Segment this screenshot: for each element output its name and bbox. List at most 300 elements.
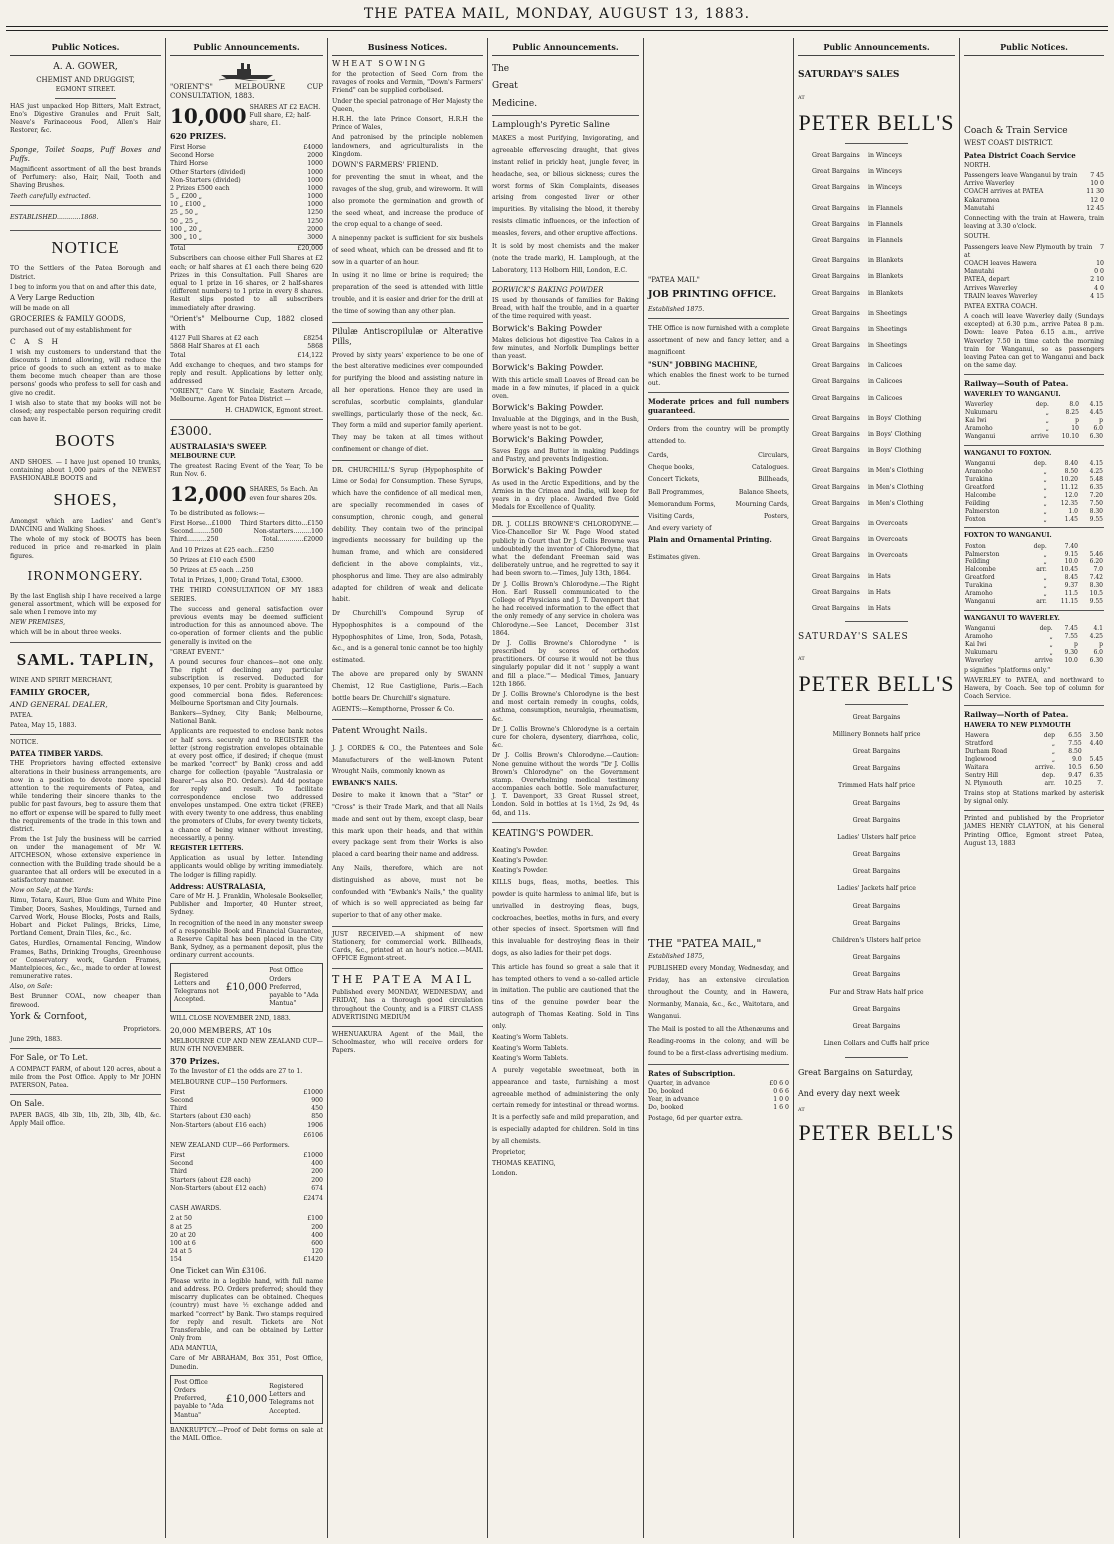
nz-row-value: 400 bbox=[311, 1160, 323, 1168]
prize-row bbox=[170, 218, 323, 226]
timetable-row bbox=[964, 558, 1104, 566]
investor: To the Investor of £1 the odds are 27 to 1. bbox=[170, 1068, 303, 1076]
north-row bbox=[964, 180, 1104, 188]
timetable-cell: Halcombe bbox=[965, 566, 996, 574]
timetable-row bbox=[964, 756, 1104, 764]
timetable-cell: 8.45 bbox=[1064, 574, 1078, 582]
timetable-cell: p bbox=[1075, 417, 1079, 425]
jpo-item: Circulars, bbox=[758, 451, 789, 459]
mcup-title: MELBOURNE CUP AND NEW ZEALAND CUP—RUN 6TH NOVEMBER. bbox=[170, 1037, 323, 1053]
timetable-row bbox=[964, 764, 1104, 772]
timetable-cell: arr. bbox=[1044, 779, 1055, 787]
north-row bbox=[964, 172, 1104, 180]
timetable-cell: 7.40 bbox=[1064, 542, 1078, 550]
w2wv-table bbox=[964, 625, 1104, 665]
bargain-label: Great Bargains bbox=[812, 342, 860, 350]
timber-list: Rimu, Totara, Kauri, Blue Gum and White Pine Timber, Doors, Sashes, Mouldings, Turned and Carved Work, House Blocks, Posts and Rails, Hobart and Picket Palings, Bricks, Lime, Portland Cement, Drain Tiles, &c., &c. bbox=[10, 897, 161, 938]
timetable-cell: Waverley bbox=[965, 656, 993, 664]
sweep-row-label: Third..........250 bbox=[170, 536, 219, 544]
south-row-label: PATEA, depart bbox=[964, 276, 1010, 284]
prize-row bbox=[170, 169, 323, 177]
timetable-cell: 12.35 bbox=[1060, 499, 1078, 507]
timetable-cell: 9.0 bbox=[1072, 756, 1082, 764]
ada-addr: Care of Mr ABRAHAM, Box 351, Post Office, Dunedin. bbox=[170, 1355, 323, 1371]
timetable-row bbox=[964, 582, 1104, 590]
timetable-cell: 11.5 bbox=[1064, 590, 1078, 598]
bargain-item: in Boys' Clothing bbox=[868, 447, 922, 455]
prize-row-value: 3000 bbox=[307, 234, 323, 242]
ada-text: Please write in a legible hand, with full name and address. P.O. Orders preferred; should they miscarry duplicates can be obtained. Cheques (country) must have ½ exchange added and marked "correct" by Bank. Two stamps required for reply and result. Tickets are Not Transferable, and can be obtained by Letter Only from bbox=[170, 1277, 323, 1343]
bargain-label: Great Bargains bbox=[812, 483, 860, 491]
bargain-label: Great Bargains bbox=[812, 204, 860, 212]
gower-title: CHEMIST AND DRUGGIST, bbox=[36, 76, 135, 85]
bargain-label: Great Bargains bbox=[812, 467, 860, 475]
timetable-cell: arr. bbox=[1036, 566, 1047, 574]
bargain-row bbox=[798, 290, 955, 298]
patea-mail-title: THE PATEA MAIL bbox=[332, 972, 474, 986]
cash-row-label: 24 at 5 bbox=[170, 1248, 192, 1256]
timetable-cell: 9.37 bbox=[1064, 582, 1078, 590]
south-row bbox=[964, 244, 1104, 260]
worm-text: A purely vegetable sweetmeat, both in appearance and taste, furnishing a most agreeable method of administering the only certain remedy for intestinal or thread worms. It is a perfectly safe and mild preparation, and is especially adapted for children. Sold in tins by all chemists. bbox=[492, 1067, 639, 1145]
prize-row-label: 50 „ 25 „ bbox=[170, 217, 199, 225]
north-row bbox=[964, 205, 1104, 213]
timetable-row bbox=[964, 417, 1104, 425]
taplin-dealer: AND GENERAL DEALER, bbox=[10, 699, 108, 709]
bargain-item: in Men's Clothing bbox=[868, 499, 924, 507]
timetable-cell: „ bbox=[1049, 640, 1053, 648]
jpo-orders: Orders from the country will be promptly attended to. bbox=[648, 426, 789, 446]
mc-row bbox=[170, 1097, 323, 1105]
prize-row bbox=[170, 234, 323, 242]
north: NORTH. bbox=[964, 161, 991, 169]
notice-inform: I beg to inform you that on and after this date, bbox=[10, 283, 157, 291]
sweep-and1: And 10 Prizes at £25 each...£250 bbox=[170, 546, 274, 554]
timetable-row bbox=[964, 543, 1104, 551]
prize-row-label: 100 „ 20 „ bbox=[170, 225, 202, 233]
prize-row-label: Third Horse bbox=[170, 160, 208, 168]
mc-table bbox=[170, 1089, 323, 1130]
jpo-item: Visiting Cards, bbox=[648, 512, 695, 520]
bargain-row bbox=[798, 467, 955, 475]
bargain-item: in Flannels bbox=[868, 204, 903, 212]
orient1882-title: "Orient's" Melbourne Cup, 1882 closed with bbox=[170, 314, 323, 332]
timetable-cell: arrive bbox=[1030, 433, 1049, 441]
cash-row-value: 400 bbox=[311, 1231, 323, 1239]
prize-row-value: 1250 bbox=[307, 217, 323, 225]
cash-total: £1420 bbox=[303, 1256, 323, 1264]
timetable-cell: Greatford bbox=[965, 574, 995, 582]
south-row-value: 4 0 bbox=[1094, 284, 1104, 292]
prize-row bbox=[170, 177, 323, 185]
timetable-cell: p bbox=[1099, 640, 1103, 648]
sweep-shares-num: 12,000 bbox=[170, 482, 247, 507]
bargain-item: in Overcoats bbox=[868, 552, 908, 560]
timetable-cell: 3.50 bbox=[1089, 732, 1103, 740]
prize-row-label: 5 „ £200 „ bbox=[170, 193, 202, 201]
nz-row bbox=[170, 1168, 323, 1176]
bargain-label: Great Bargains bbox=[812, 378, 860, 386]
timetable-cell: Foxton bbox=[965, 515, 986, 523]
timetable-row bbox=[964, 409, 1104, 417]
bargain-label: Great Bargains bbox=[812, 220, 860, 228]
bbp3: Borwick's Baking Powder. bbox=[492, 403, 604, 414]
timetable-row bbox=[964, 425, 1104, 433]
rates-title: Rates of Subscription. bbox=[648, 1068, 736, 1078]
sweep-row-value: Total.............£2000 bbox=[262, 536, 323, 544]
timetable-cell: dep. bbox=[1039, 625, 1053, 633]
timetable-cell: „ bbox=[1049, 632, 1053, 640]
timetable-cell: dep. bbox=[1035, 401, 1049, 409]
timetable-cell: 4.45 bbox=[1089, 409, 1103, 417]
nz-table bbox=[170, 1152, 323, 1193]
f2w-table bbox=[964, 543, 1104, 606]
sweep-and3: 50 Prizes at £5 each ...250 bbox=[170, 567, 254, 574]
timetable-cell: Palmerston bbox=[965, 507, 1000, 515]
sweep-title: AUSTRALASIA'S SWEEP. bbox=[170, 441, 267, 451]
bargain-label: Great Bargains bbox=[812, 519, 860, 527]
bargain-line-2: Linen Collars and Cuffs half price bbox=[823, 1040, 930, 1048]
bargain-item: in Sheetings bbox=[868, 325, 908, 333]
bargain-row bbox=[798, 573, 955, 581]
orient-agent: H. CHADWICK, Egmont street. bbox=[225, 406, 323, 414]
bargain-item: in Flannels bbox=[868, 220, 903, 228]
orient-total bbox=[170, 244, 323, 253]
timber-sale: Now on Sale, at the Yards: bbox=[10, 887, 94, 895]
bargain-item: in Overcoats bbox=[868, 536, 908, 544]
bargain-label: Great Bargains bbox=[812, 152, 860, 160]
orient-addr: "ORIENT," Care W. Sinclair, Eastern Arcade, Melbourne. Agent for Patea District — bbox=[170, 388, 323, 404]
timetable-row bbox=[964, 508, 1104, 516]
pilulae-text: Proved by sixty years' experience to be one of the best alterative medicines ever compounded for purifying the blood and assisting nature in all her operations. Hence they are used in scrofulas, scorbutic complaints, glandular swellings, particularly those of the neck, &c. They form a mild and superior family aperient. They may be taken at all times without confinement or change of diet. bbox=[332, 351, 483, 453]
rate-row-value: 1 0 0 bbox=[773, 1096, 789, 1104]
bargain-label: Great Bargains bbox=[812, 168, 860, 176]
south-row bbox=[964, 285, 1104, 293]
prize-row-label: 2 Prizes £500 each bbox=[170, 184, 230, 192]
north-row-label: Kakaramea bbox=[964, 196, 1000, 204]
timetable-row bbox=[964, 740, 1104, 748]
bargain-label: Great Bargains bbox=[812, 184, 860, 192]
bargain-row bbox=[798, 237, 955, 245]
timetable-row bbox=[964, 551, 1104, 559]
jpo-item-row bbox=[648, 489, 789, 497]
wheat-patronage: Under the special patronage of Her Majesty the Queen, bbox=[332, 97, 483, 113]
sweep-text: The success and general satisfaction over previous events may be deemed sufficient introduction for this as announced above. The co-operation of former clients and the public generally is invited on the bbox=[170, 605, 323, 646]
prize-row-label: Other Starters (divided) bbox=[170, 168, 246, 176]
bargain-item: in Boys' Clothing bbox=[868, 431, 922, 439]
wcd: WEST COAST DISTRICT. bbox=[964, 139, 1053, 148]
mc-row-label: Non-Starters (about £16 each) bbox=[170, 1121, 267, 1129]
cash-row bbox=[170, 1248, 323, 1256]
bbp1-text: Makes delicious hot digestive Tea Cakes in a few minutes, and Norfolk Dumplings better than yeast. bbox=[492, 336, 639, 361]
bargain-item: in Blankets bbox=[868, 257, 904, 265]
nz-row bbox=[170, 1152, 323, 1160]
jpo-item-row bbox=[648, 476, 789, 484]
bbp5: Borwick's Baking Powder bbox=[492, 466, 602, 477]
timetable-row bbox=[964, 492, 1104, 500]
cash-row bbox=[170, 1232, 323, 1240]
timetable-cell: Palmerston bbox=[965, 550, 1000, 558]
timetable-cell bbox=[1079, 543, 1104, 551]
timetable-cell: 6.0 bbox=[1093, 425, 1103, 433]
boots-text: AND SHOES. — I have just opened 10 trunks, containing about 1,000 pairs of the NEWEST FASHIONABLE BOOTS and bbox=[10, 458, 161, 483]
w2f-table bbox=[964, 460, 1104, 523]
column-peter-bell bbox=[794, 38, 960, 1538]
sat-title-2: SATURDAY'S SALES bbox=[798, 632, 909, 643]
timetable-row bbox=[964, 516, 1104, 524]
sweep-row-value: Non-starters.........100 bbox=[253, 528, 323, 536]
timetable-cell: Durham Road bbox=[965, 748, 1008, 756]
prize-row-value: 1000 bbox=[307, 184, 323, 192]
jpo-item-row bbox=[648, 513, 789, 521]
jpo-title: JOB PRINTING OFFICE. bbox=[648, 289, 777, 301]
south-row-label: Arrives Waverley bbox=[964, 284, 1018, 292]
bargain-label: Great Bargains bbox=[812, 394, 860, 402]
h2np-title: HAWERA TO NEW PLYMOUTH bbox=[964, 722, 1071, 730]
sweep-shares-text: SHARES, 5s Each. An even four shares 20s. bbox=[249, 486, 318, 502]
notice-made: will be made on all bbox=[10, 305, 70, 313]
timetable-cell: Nukumaru bbox=[965, 409, 998, 417]
established: ESTABLISHED............1868. bbox=[10, 213, 99, 221]
masthead: THE PATEA MAIL, MONDAY, AUGUST 13, 1883. bbox=[363, 6, 751, 22]
sweep-amount: £3000. bbox=[170, 423, 212, 438]
masthead-rule-thin bbox=[6, 30, 1108, 31]
timetable-cell: Sentry Hill bbox=[965, 771, 999, 779]
nz-row-value: 200 bbox=[311, 1176, 323, 1184]
sweep-race: The greatest Racing Event of the Year, To be Run Nov. 6. bbox=[170, 463, 323, 479]
sweep-row-label: Second.........500 bbox=[170, 528, 223, 536]
bargain-label: Great Bargains bbox=[812, 447, 860, 455]
prize-row bbox=[170, 144, 323, 152]
sweep-row bbox=[170, 520, 323, 528]
timetable-cell: Turakina bbox=[965, 582, 993, 590]
keating-1: Keating's Powder. bbox=[492, 846, 548, 854]
timber-text: THE Proprietors having effected extensive alterations in their business arrangements, are now in a position to devote more special attention to the requirements of Patea, and while tendering their sincere thanks to the public for past favours, beg to assure them that no effort or expense will be spared to fully meet the requirements of the trade in this town and district. bbox=[10, 760, 161, 833]
sweep-total: Total in Prizes, 1,000; Grand Total, £3000. bbox=[170, 577, 303, 585]
jpo-label: "PATEA MAIL" bbox=[648, 276, 700, 284]
timetable-cell: 6.35 bbox=[1089, 771, 1103, 779]
timetable-cell: „ bbox=[1043, 491, 1047, 499]
masthead-rule bbox=[6, 26, 1108, 27]
nz-row-label: Second bbox=[170, 1160, 194, 1168]
nz-row bbox=[170, 1185, 323, 1193]
bargain-line-2: Children's Ulsters half price bbox=[832, 937, 921, 945]
prize-row-value: 1000 bbox=[307, 193, 323, 201]
timetable-cell: p bbox=[1099, 417, 1103, 425]
willclose: WILL CLOSE NOVEMBER 2ND, 1883. bbox=[170, 1015, 291, 1023]
south: SOUTH. bbox=[964, 233, 991, 241]
wheat-text: for the protection of Seed Corn from the ravages of rooks and Vermin, "Down's Farmers' Friend" can be supplied corbolised. bbox=[332, 71, 483, 95]
borwick-text: IS used by thousands of families for Baking Bread, with half the trouble, and in a quarter of the time required with yeast. bbox=[492, 297, 639, 321]
timetable-cell: Kai Iwi bbox=[965, 417, 987, 425]
nz-row-label: Non-Starters (about £12 each) bbox=[170, 1184, 267, 1192]
keating-2: Keating's Powder. bbox=[492, 856, 548, 864]
south-row-label: Passengers leave New Plymouth by train at bbox=[964, 243, 1093, 259]
bargain-row bbox=[798, 378, 955, 386]
keating-3: Keating's Powder. bbox=[492, 867, 548, 875]
timetable-cell: „ bbox=[1043, 582, 1047, 590]
north-row bbox=[964, 197, 1104, 205]
jpo-estimates: Estimates given. bbox=[648, 554, 701, 562]
orient-prizes: 620 PRIZES. bbox=[170, 131, 227, 142]
column-header: Public Announcements. bbox=[170, 42, 323, 56]
h2np-note: Trains stop at Stations marked by asterisk by signal only. bbox=[964, 789, 1104, 805]
ewbank-title: EWBANK'S NAILS. bbox=[332, 780, 398, 788]
rates-table bbox=[648, 1080, 789, 1113]
bargain-line-2: Great Bargains bbox=[852, 971, 901, 979]
w2w-title: WAVERLEY TO WANGANUI. bbox=[964, 391, 1061, 399]
timetable-cell: Kai Iwi bbox=[965, 640, 987, 648]
bargain-item: in Calicoes bbox=[868, 394, 903, 402]
sweep-table bbox=[170, 520, 323, 545]
nz-row-value: 200 bbox=[311, 1168, 323, 1176]
mc-row-label: Third bbox=[170, 1105, 188, 1113]
wheat-title: WHEAT SOWING bbox=[332, 58, 428, 68]
timetable-cell: 6.55 bbox=[1068, 732, 1082, 740]
york-date: June 29th, 1883. bbox=[10, 1035, 63, 1043]
extra-title: PATEA EXTRA COACH. bbox=[964, 302, 1038, 310]
north-row-value: 7 45 bbox=[1090, 172, 1104, 180]
timetable-cell: Wanganui bbox=[965, 433, 996, 441]
timetable-cell: 7.42 bbox=[1089, 574, 1103, 582]
collis4: Dr J. Collis Browne's Chlorodyne is the best and most certain remedy in coughs, colds, asthma, consumption, neuralgia, rheumatism, &c. bbox=[492, 691, 639, 723]
north-row-value: 12 45 bbox=[1086, 204, 1104, 212]
every-day: And every day next week bbox=[798, 1088, 900, 1098]
north-row-value: 12 0 bbox=[1090, 196, 1104, 204]
ada-box bbox=[170, 963, 323, 1012]
prize-row-value: 1000 bbox=[307, 168, 323, 176]
timetable-row bbox=[964, 566, 1104, 574]
onsale-text: PAPER BAGS, 4lb 3lb, 1lb, 2lb, 3lb, 4lb, &c. Apply Mail office. bbox=[10, 1111, 161, 1127]
rate-row-value: £0 6 0 bbox=[769, 1079, 789, 1087]
timetable-row bbox=[964, 574, 1104, 582]
timetable-cell: 8.25 bbox=[1065, 409, 1079, 417]
prize-table bbox=[170, 144, 323, 242]
iron-premises: NEW PREMISES, bbox=[10, 619, 66, 627]
bargain-line-2: Great Bargains bbox=[852, 851, 901, 859]
timetable-cell: 9.55 bbox=[1089, 515, 1103, 523]
mc-row-value: 900 bbox=[311, 1096, 323, 1104]
timetable-cell: 8.40 bbox=[1064, 460, 1078, 468]
timetable-cell: 10 bbox=[1071, 425, 1079, 433]
column-coach-train bbox=[960, 38, 1108, 1538]
timetable-row bbox=[964, 590, 1104, 598]
timetable-cell: 6.0 bbox=[1093, 648, 1103, 656]
timetable-cell: Inglewood bbox=[965, 756, 997, 764]
mc-row-value: 450 bbox=[311, 1105, 323, 1113]
timetable-cell: Aramoho bbox=[965, 632, 993, 640]
orient1882-text: Add exchange to cheques, and two stamps for reply and result. Applications by letter only, addressed bbox=[170, 361, 323, 386]
timetable-row bbox=[964, 649, 1104, 657]
timetable-row bbox=[964, 468, 1104, 476]
jpo-item: Billheads, bbox=[758, 476, 789, 484]
timetable-cell: 9.55 bbox=[1089, 597, 1103, 605]
north-row-value: 11 30 bbox=[1086, 188, 1104, 196]
timetable-cell: dep bbox=[1043, 732, 1055, 740]
timetable-cell: 7.20 bbox=[1089, 491, 1103, 499]
timetable-cell: „ bbox=[1051, 748, 1055, 756]
taplin-grocer: FAMILY GROCER, bbox=[10, 687, 90, 698]
prize-row-value: 2000 bbox=[307, 152, 323, 160]
timber-gates: Gates, Hurdles, Ornamental Fencing, Window Frames, Baths, Drinking Troughs, Greenhouse or Conservatory work, Garden Frames, Mantelpieces, &c., &c., made to order at lowest remunerative rates. bbox=[10, 940, 161, 981]
sweep-bankers: Bankers—Sydney, City Bank; Melbourne, National Bank. bbox=[170, 710, 323, 726]
taplin-patea: PATEA. bbox=[10, 711, 33, 719]
timetable-cell: 7.45 bbox=[1064, 625, 1078, 633]
coach-title: Coach & Train Service bbox=[964, 125, 1068, 136]
box-left: Registered Letters and Telegrams not Accepted. bbox=[174, 971, 219, 1004]
ewbank-text: Desire to make it known that a "Star" or "Cross" is their Trade Mark, and that all Nails made and sent out by them, except clasp, bear this mark upon their heads, and that within every package sent from their Works is also placed a card bearing their name and address. bbox=[332, 792, 483, 859]
boots-title: BOOTS bbox=[55, 431, 116, 451]
churchill-text: DR. CHURCHILL'S Syrup (Hypophosphite of Lime or Soda) for Consumption. These Syrups, which have the confidence of all medical men, are specially recommended in cases of consumption, chronic cough, and general debility. They contain two of the principal ingredients necessary for building up the human frame, and which are considered deficient in the above complaints, viz., phosphorus and lime. They are also admirably adapted for children of weak and delicate habit. bbox=[332, 466, 483, 604]
timetable-cell: arrive. bbox=[1034, 764, 1055, 772]
timetable-cell: arrive bbox=[1034, 656, 1053, 664]
orient-shares-num: 10,000 bbox=[170, 104, 247, 129]
downs-using: In using it no lime or brine is required; the preparation of the seed is attended with little trouble, and it is easier and drier for the drill at the time of sowing than any other plan. bbox=[332, 272, 483, 315]
columns bbox=[6, 38, 1108, 1538]
notice-books: I wish also to state that my books will not be closed; any respectable person requiring credit can have it. bbox=[10, 399, 161, 424]
downs-title: DOWN'S FARMERS' FRIEND. bbox=[332, 160, 439, 169]
timber-coal: Best Brunner COAL, now cheaper than firewood. bbox=[10, 993, 161, 1009]
rail-north: Railway—North of Patea. bbox=[964, 710, 1069, 720]
patea-mail-text: Published every MONDAY, WEDNESDAY, and FRIDAY, has a thorough good circulation throughout the County, and is a FIRST CLASS ADVERTISING MEDIUM bbox=[332, 989, 483, 1021]
bargain-row bbox=[798, 520, 955, 528]
jpo-moderate: Moderate prices and full numbers guaranteed. bbox=[648, 396, 789, 416]
timetable-cell: „ bbox=[1045, 417, 1049, 425]
timetable-row bbox=[964, 433, 1104, 441]
south-row-value: 0 0 bbox=[1094, 268, 1104, 276]
jpo-item: Mourning Cards, bbox=[735, 500, 789, 508]
timetable-cell: Aramoho bbox=[965, 590, 993, 598]
timetable-cell: 6.20 bbox=[1089, 558, 1103, 566]
divider bbox=[55, 98, 115, 99]
orient1882-total bbox=[170, 352, 323, 360]
bargain-item: in Calicoes bbox=[868, 362, 903, 370]
cash-title: CASH AWARDS. bbox=[170, 1205, 222, 1213]
notice-reduction: A Very Large Reduction bbox=[10, 294, 95, 302]
column-public-notices bbox=[6, 38, 166, 1538]
timetable-cell: Waverley bbox=[965, 401, 993, 409]
bargain-item: in Sheetings bbox=[868, 342, 908, 350]
rate-row bbox=[648, 1088, 789, 1096]
timetable-cell: dep. bbox=[1041, 771, 1055, 779]
value: £8254 bbox=[303, 335, 323, 343]
timetable-cell: dep. bbox=[1033, 460, 1047, 468]
nz-row-label: Third bbox=[170, 1168, 188, 1176]
north-connect: Connecting with the train at Hawera, train leaving at 3.30 o'clock. bbox=[964, 215, 1104, 231]
bargain-row bbox=[798, 221, 955, 229]
keating-beware: This article has found so great a sale that it has tempted others to vend a so-called article in imitation. The public are cautioned that the tins of the genuine powder bear the autograph of Thomas Keating. Sold in Tins only. bbox=[492, 963, 639, 1030]
bargain-label: Great Bargains bbox=[812, 236, 860, 244]
timetable-cell: „ bbox=[1045, 425, 1049, 433]
rate-row bbox=[648, 1104, 789, 1112]
cash-row bbox=[170, 1224, 323, 1232]
bargain-row bbox=[798, 500, 955, 508]
pm-est: Established 1875, bbox=[648, 953, 705, 961]
nz-row bbox=[170, 1160, 323, 1168]
prize-row-value: 2000 bbox=[307, 225, 323, 233]
orient-title: "ORIENT'S" MELBOURNE CUP CONSULTATION, 1883. bbox=[170, 82, 323, 100]
orient-shares bbox=[170, 103, 323, 129]
cash-row bbox=[170, 1240, 323, 1248]
bargain-line-2: Trimmed Hats half price bbox=[837, 782, 916, 790]
timetable-cell: Wanganui bbox=[965, 625, 996, 633]
south-row-label: COACH leaves Hawera bbox=[964, 259, 1037, 267]
timetable-cell: Nukumaru bbox=[965, 648, 998, 656]
churchill-compound: Dr Churchill's Compound Syrup of Hypophosphites is a compound of the Hypophosphites of Lime, Iron, Soda, Potash, &c., and is a general tonic cannot be too highly estimated. bbox=[332, 610, 483, 665]
churchill-prepared: The above are prepared only by SWANN Chemist, 12 Rue Castiglione, Paris.—Each bottle bears Dr. Churchill's signature. bbox=[332, 670, 483, 702]
bargain-line-2: Great Bargains bbox=[852, 902, 901, 910]
nz-row bbox=[170, 1177, 323, 1185]
